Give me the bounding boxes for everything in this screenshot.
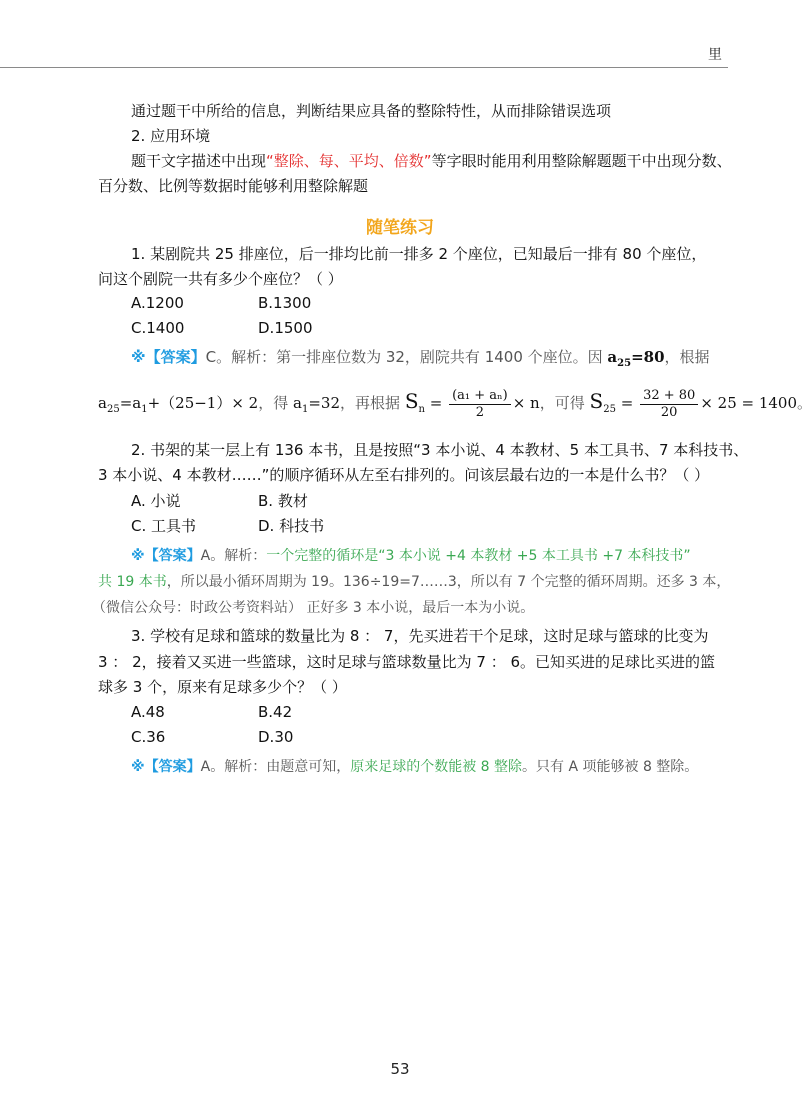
q3-option-a: A.48 <box>131 703 165 721</box>
q2-answer-line-3: （微信公众号：时政公考资料站） 正好多 3 本小说，最后一本为小说。 <box>92 600 535 616</box>
q2-answer-highlight-1: 一个完整的循环是“3 本小说 +4 本教材 +5 本工具书 +7 本科技书” <box>266 548 691 564</box>
q1-answer-text-1: C。解析：第一排座位数为 32，剧院共有 1400 个座位。因 <box>205 348 603 366</box>
q1-line-2: 问这个剧院一共有多少个座位？（ ） <box>98 270 343 288</box>
q1-answer-formula-a25: $a_{25}=80$ <box>607 348 665 369</box>
q1-formula-result: $S_{25}$ = $\frac{32 + 80}{20}$ × 25 = 1400 <box>589 387 798 420</box>
q2-answer-line-2: 共 19 本书，所以最小循环周期为 19。136÷19=7……3，所以有 7 个完整的循环周期。还多 3 本， <box>98 574 731 590</box>
q1-option-b: B.1300 <box>258 294 312 312</box>
q1-sum-fraction: $\frac{\text{(a₁ + aₙ)}}{2}$ <box>449 388 511 421</box>
q2-option-c: C. 工具书 <box>131 517 197 535</box>
section-title: 随笔练习 <box>366 218 434 238</box>
q1-text-kede: ，可得 <box>539 394 585 412</box>
intro-line-2 <box>131 150 732 172</box>
q1-option-a: A.1200 <box>131 294 184 312</box>
q1-option-d: D.1500 <box>258 319 313 337</box>
q2-option-b: B. 教材 <box>258 492 308 510</box>
q1-formula-a1: $a_1=32$ <box>293 394 341 415</box>
q2-option-a: A. 小说 <box>131 492 181 510</box>
q1-text-again: ，再根据 <box>340 394 401 412</box>
intro-line-3: 百分数、比例等数据时能够利用整除解题 <box>98 177 369 195</box>
q1-answer-line-1 <box>131 346 710 375</box>
q1-formula-recurrence: $a_{25}=a_1+(25-1)\times 2$ <box>98 394 259 415</box>
q3-answer-line: ※【答案】A。解析：由题意可知，原来足球的个数能被 8 整除。只有 A 项能够被 8 整除。 <box>131 759 699 775</box>
header-rule <box>0 67 728 68</box>
q3-line-1: 3. 学校有足球和篮球的数量比为 8 ： 7，先买进若干个足球，这时足球与篮球的比变为 <box>131 627 709 645</box>
intro-line-1: 通过题干中所给的信息，判断结果应具备的整除特性，从而排除错误选项 <box>131 102 612 120</box>
intro-line-2-post: 等字眼时能用利用整除解题题干中出现分数、 <box>431 152 732 170</box>
q3-line-3: 球多 3 个，原来有足球多少个？（ ） <box>98 678 347 696</box>
intro-keywords: “整除、每、平均、倍数” <box>266 152 432 170</box>
page-number: 53 <box>390 1060 410 1078</box>
q3-option-c: C.36 <box>131 728 166 746</box>
q1-formula-sum: $S_n$ = $\frac{\text{(a₁ + aₙ)}}{2}$ × n <box>404 387 540 420</box>
q1-answer-line-2 <box>98 384 812 427</box>
q3-option-d: D.30 <box>258 728 294 746</box>
q1-option-c: C.1400 <box>131 319 185 337</box>
q1-answer-text-2: ，根据 <box>664 348 710 366</box>
q3-answer-highlight: 原来足球的个数能被 8 整除 <box>350 759 523 775</box>
q3-line-2: 3 ： 2，接着又买进一些篮球，这时足球与篮球数量比为 7 ： 6。已知买进的足球比买进的篮 <box>98 653 716 671</box>
q3-answer-tag: ※【答案】 <box>131 759 201 775</box>
q1-line-1: 1. 某剧院共 25 排座位，后一排均比前一排多 2 个座位，已知最后一排有 80 个座位， <box>131 245 707 263</box>
header-mark: 里 <box>708 47 722 63</box>
q2-line-2: 3 本小说、4 本教材……”的顺序循环从左至右排列的。问该层最右边的一本是什么书？（ ） <box>98 466 710 484</box>
q2-answer-highlight-2: 共 19 本书 <box>98 574 167 590</box>
q2-answer-tag: ※【答案】 <box>131 548 201 564</box>
intro-line-2-pre: 题干文字描述中出现 <box>131 152 267 170</box>
q1-text-end: 。 <box>797 394 812 412</box>
q1-text-de: ，得 <box>258 394 289 412</box>
q1-result-fraction: $\frac{32 + 80}{20}$ <box>640 388 698 421</box>
q2-line-1: 2. 书架的某一层上有 136 本书，且是按照“3 本小说、4 本教材、5 本工具书、7 本科技书、 <box>131 441 749 459</box>
intro-heading-2: 2. 应用环境 <box>131 127 211 145</box>
q3-option-b: B.42 <box>258 703 293 721</box>
q1-answer-tag: ※【答案】 <box>131 348 206 366</box>
q2-answer-line-1: ※【答案】A。解析：一个完整的循环是“3 本小说 +4 本教材 +5 本工具书 +7 本科技书” <box>131 548 691 564</box>
q2-option-d: D. 科技书 <box>258 517 325 535</box>
